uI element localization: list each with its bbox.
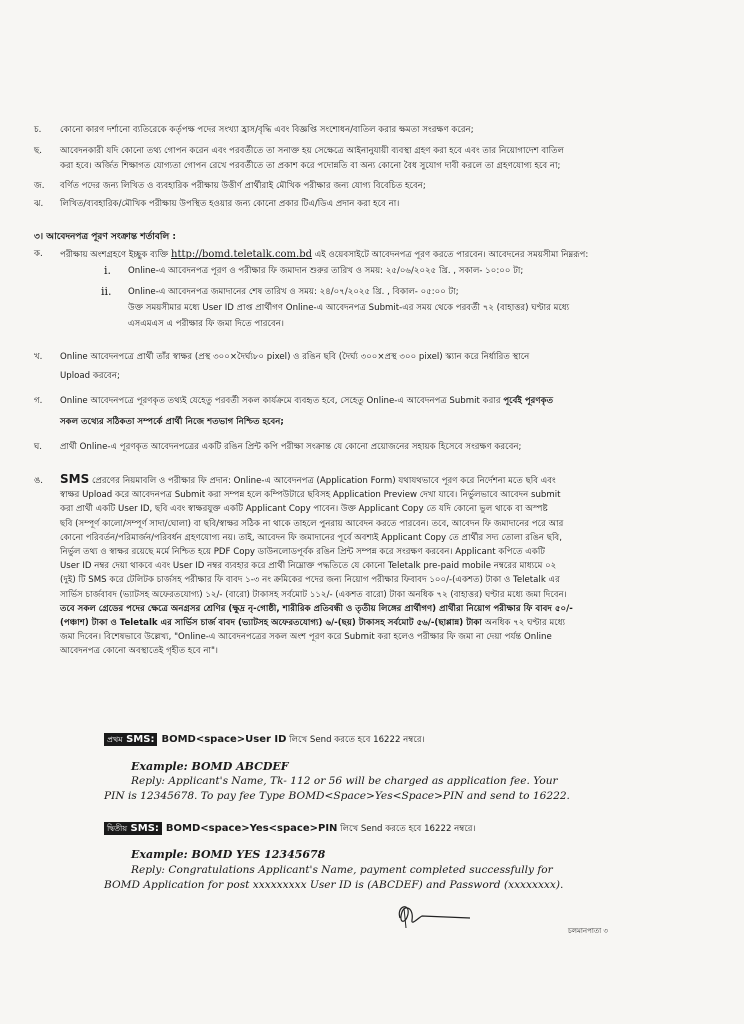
first-reply: [104, 774, 671, 804]
sms-line-5: কোনো পরিবর্তন/পরিমার্জন/পরিবর্ধন গ্রহণযোগ্য নয়। তাই, আবেদন ফি জমাদানের পূর্বে অবশ্যই Applicant Copy তে প্রার্থীর সদ্য তোলা রঙিন ছবি,: [60, 532, 562, 543]
item-marker-cha: চ.: [34, 125, 42, 135]
roman-ii-marker: ii.: [101, 285, 112, 298]
item-marker-ka: ক.: [34, 249, 43, 259]
first-sms-cmd-bold: BOMD<space>User ID: [161, 734, 287, 745]
second-reply-line-2: BOMD Application for post xxxxxxxxx User ID is (ABCDEF) and Password (xxxxxxxx).: [104, 879, 564, 891]
signature: [392, 898, 472, 932]
second-sms-tag: দ্বিতীয় SMS:: [104, 822, 162, 835]
item-chha-line1: আবেদনকারী যদি কোনো তথ্য গোপন করেন এবং পরবর্তীতে তা সনাক্ত হয় সেক্ষেত্রে আইনানুযায়ী ব্যবস্থা গ্রহণ করা হবে এবং তার নিয়োগাদেশ বাতিল: [60, 146, 564, 156]
first-example: Example: BOMD ABCDEF: [131, 760, 289, 773]
item-kha-line1: Online আবেদনপত্রে প্রার্থী তাঁর স্বাক্ষর (প্রস্থ ৩০০×দৈর্ঘ্য৮০ pixel) ও রঙিন ছবি (দৈর্ঘ্য ৩০০×প্রস্থ ৩০০ pixel) স্ক্যান করে নির্ধারিত স্থানে: [60, 352, 530, 362]
item-jha-text: লিখিত/ব্যবহারিক/মৌখিক পরীক্ষায় উপস্থিত হওয়ার জন্য কোনো প্রকার টিএ/ডিএ প্রদান করা হবে না।: [60, 199, 400, 209]
sms-line-3: করা প্রার্থী একটি User ID, ছবি এবং স্বাক্ষরযুক্ত একটি Applicant Copy পাবেন। উক্ত Applicant Copy তে যদি কোনো ভুল থাকে বা অস্পষ্ট: [60, 504, 548, 515]
first-reply-line-1: Reply: Applicant's Name, Tk- 112 or 56 will be charged as application fee. Your: [131, 775, 558, 787]
roman-ii-cont2: এসএমএস এ পরীক্ষার ফি জমা দিতে পারবেন।: [128, 319, 284, 329]
item-ka-pre: পরীক্ষায় অংশগ্রহণে ইচ্ছুক ব্যক্তি: [60, 250, 169, 260]
item-marker-chha: ছ.: [34, 146, 42, 156]
sms-line-4: ছবি (সম্পূর্ণ কালো/সম্পূর্ণ সাদা/ঘোলা) বা ছবি/স্বাক্ষর সঠিক না থাকে তাহলে পুনরায় আবেদন করতে পারবেন। তবে, আবেদন ফি জমাদানের পরে আর: [60, 518, 564, 529]
roman-ii-cont1: উক্ত সময়সীমার মধ্যে User ID প্রাপ্ত প্রার্থীগণ Online-এ আবেদনপত্র Submit-এর সময় থেকে পরবর্তী ৭২ (বাহাত্তর) ঘণ্টার মধ্যে: [128, 303, 570, 313]
item-marker-ga: গ.: [34, 396, 43, 406]
item-ka-post: এই ওয়েবসাইটে আবেদনপত্র পূরণ করতে পারবেন। আবেদনের সময়সীমা নিম্নরূপ:: [314, 250, 589, 260]
item-ga-line1-text: Online আবেদনপত্রে পূরণকৃত তথ্যই যেহেতু পরবর্তী সকল কার্যক্রমে ব্যবহৃত হবে, সেহেতু Online-এ আবেদনপত্র Submit করার: [60, 396, 501, 406]
second-sms-cmd-bold: BOMD<space>Yes<space>PIN: [165, 823, 338, 834]
first-reply-line-2: PIN is 12345678. To pay fee Type BOMD<Space>Yes<Space>PIN and send to 16222.: [104, 790, 570, 802]
sms-bold-line-2: (পঞ্চাশ) টাকা ও Teletalk এর সার্ভিস চার্জ বাবদ (ভ্যাটসহ অফেরতযোগ্য) ৬/-(ছয়) টাকাসহ সর্বমোট ৫৬/-(ছাপ্পান্ন) টাকা: [60, 618, 482, 629]
item-ja-text: বর্ণিত পদের জন্য লিখিত ও ব্যবহারিক পরীক্ষায় উত্তীর্ণ প্রার্থীরাই মৌখিক পরীক্ষার জন্য যোগ্য বিবেচিত হবেন;: [60, 181, 426, 191]
sms-rules-block: [60, 472, 712, 659]
second-sms-cmd-rest: লিখে Send করতে হবে 16222 নম্বরে।: [337, 824, 476, 834]
item-marker-kha: খ.: [34, 352, 43, 362]
item-chha-line2: করা হবে। অর্জিত শিক্ষাগত যোগ্যতা গোপন রেখে পরবর্তীতে তা প্রকাশ করে পদোন্নতি বা অন্য কোনো বৈধ সুযোগ দাবী করলে তা গ্রহণযোগ্য হবে না;: [60, 161, 561, 171]
sms-line-6: নির্ভুল তথ্য ও স্বাক্ষর রয়েছে মর্মে নিশ্চিত হয়ে PDF Copy ডাউনলোডপূর্বক রঙিন প্রিন্ট সম্পন্ন করে সংরক্ষণ করবেন। Applicant কপিতে একটি: [60, 547, 545, 558]
section-heading: ৩। আবেদনপত্র পূরণ সংক্রান্ত শর্তাবলি :: [34, 232, 176, 242]
item-marker-gha: ঘ.: [34, 442, 43, 452]
sms-last-line-2: আবেদনপত্র কোনো অবস্থাতেই গৃহীত হবে না"।: [60, 646, 219, 657]
roman-i-text: Online-এ আবেদনপত্র পূরণ ও পরীক্ষার ফি জমাদান শুরুর তারিখ ও সময়: ২৫/০৬/২০২৫ খ্রি. , সকাল- ১০:০০ টা;: [128, 266, 524, 276]
item-ga-line1: [60, 395, 553, 408]
item-cha-text: কোনো কারণ দর্শানো ব্যতিরেকে কর্তৃপক্ষ পদের সংখ্যা হ্রাস/বৃদ্ধি এবং বিজ্ঞপ্তি সংশোধন/বাতিল করার ক্ষমতা সংরক্ষণ করেন;: [60, 125, 474, 135]
sms-last-line-1: জমা দিবেন। বিশেষভাবে উল্লেখ্য, "Online-এ আবেদনপত্রের সকল অংশ পূরণ করে Submit করা হলেও পরীক্ষার ফি জমা না দেয়া পর্যন্ত Online: [60, 632, 552, 643]
sms-line-7: User ID নম্বর দেয়া থাকবে এবং User ID নম্বর ব্যবহার করে প্রার্থী নিম্নোক্ত পদ্ধতিতে যে কোনো Teletalk pre-paid mobile নম্বরের মাধ্যমে ০২: [60, 561, 557, 572]
roman-ii-text: Online-এ আবেদনপত্র জমাদানের শেষ তারিখ ও সময়: ২৪/০৭/২০২৫ খ্রি. , বিকাল- ০৫:০০ টা;: [128, 287, 459, 297]
continuation-note: চলমানপাতা ৩: [568, 927, 608, 935]
item-ka-text: [60, 248, 588, 262]
first-sms-cmd-rest: লিখে Send করতে হবে 16222 নম্বরে।: [286, 735, 425, 745]
second-reply: [104, 863, 671, 893]
sms-line-8: (দুই) টি SMS করে টেলিটক চার্জসহ পরীক্ষার ফি বাবদ ১-৩ নং ক্রমিকের পদের জন্য নিয়োগ পরীক্ষার ফিবাবদ ১০০/-(একশত) টাকা ও Teletalk এর: [60, 575, 560, 586]
item-ga-line2: সকল তথ্যের সঠিকতা সম্পর্কে প্রার্থী নিজে শতভাগ নিশ্চিত হবেন;: [60, 417, 284, 427]
first-sms-tag: প্রথম SMS:: [104, 733, 157, 746]
item-marker-nga: ঙ.: [34, 476, 44, 486]
sms-bold-line-1: তবে সকল গ্রেডের পদের ক্ষেত্রে অনগ্রসর শ্রেণির (ক্ষুদ্র নৃ-গোষ্ঠী, শারীরিক প্রতিবন্ধী ও তৃতীয় লিঙ্গের প্রার্থীগণ) প্রার্থীরা নিয়োগ পরীক্ষার ফি বাবদ ৫০/-: [60, 603, 573, 614]
second-sms-command: [104, 822, 476, 836]
second-reply-line-1: Reply: Congratulations Applicant's Name, payment completed successfully for: [131, 864, 553, 876]
sms-title: SMS: [60, 472, 90, 486]
item-marker-ja: জ.: [34, 181, 45, 191]
item-kha-line2: Upload করবেন;: [60, 371, 120, 381]
website-link[interactable]: http://bomd.teletalk.com.bd: [171, 249, 313, 260]
sms-line-1: প্রেরণের নিয়মাবলি ও পরীক্ষার ফি প্রদান: Online-এ আবেদনপত্র (Application Form) যথাযথভাবে পূরণ করে নির্দেশনা মতে ছবি এবং: [91, 476, 556, 486]
item-ga-line1-bold: পূর্বেই পূরণকৃত: [503, 396, 554, 406]
sms-line-2: স্বাক্ষর Upload করে আবেদনপত্র Submit করা সম্পন্ন হলে কম্পিউটারে ছবিসহ Application Preview দেখা যাবে। নির্ভুলভাবে আবেদন submit: [60, 490, 561, 501]
sms-line-9: সার্ভিস চার্জবাবদ (ভ্যাটসহ অফেরতযোগ্য) ১২/- (বারো) টাকাসহ সর্বমোট ১১২/- (একশত বারো) টাকা অনধিক ৭২ (বাহাত্তর) ঘণ্টার মধ্যে জমা দিবেন।: [60, 589, 567, 600]
second-example: Example: BOMD YES 12345678: [131, 848, 326, 861]
roman-i-marker: i.: [104, 264, 112, 277]
sms-bold-line-2-rest: অনধিক ৭২ ঘণ্টার মধ্যে: [481, 618, 566, 629]
item-gha-text: প্রার্থী Online-এ পূরণকৃত আবেদনপত্রের একটি রঙিন প্রিন্ট কপি পরীক্ষা সংক্রান্ত যে কোনো প্রয়োজনের সহায়ক হিসেবে সংরক্ষণ করবেন;: [60, 442, 522, 452]
first-sms-command: [104, 733, 425, 747]
item-marker-jha: ঝ.: [34, 199, 44, 209]
